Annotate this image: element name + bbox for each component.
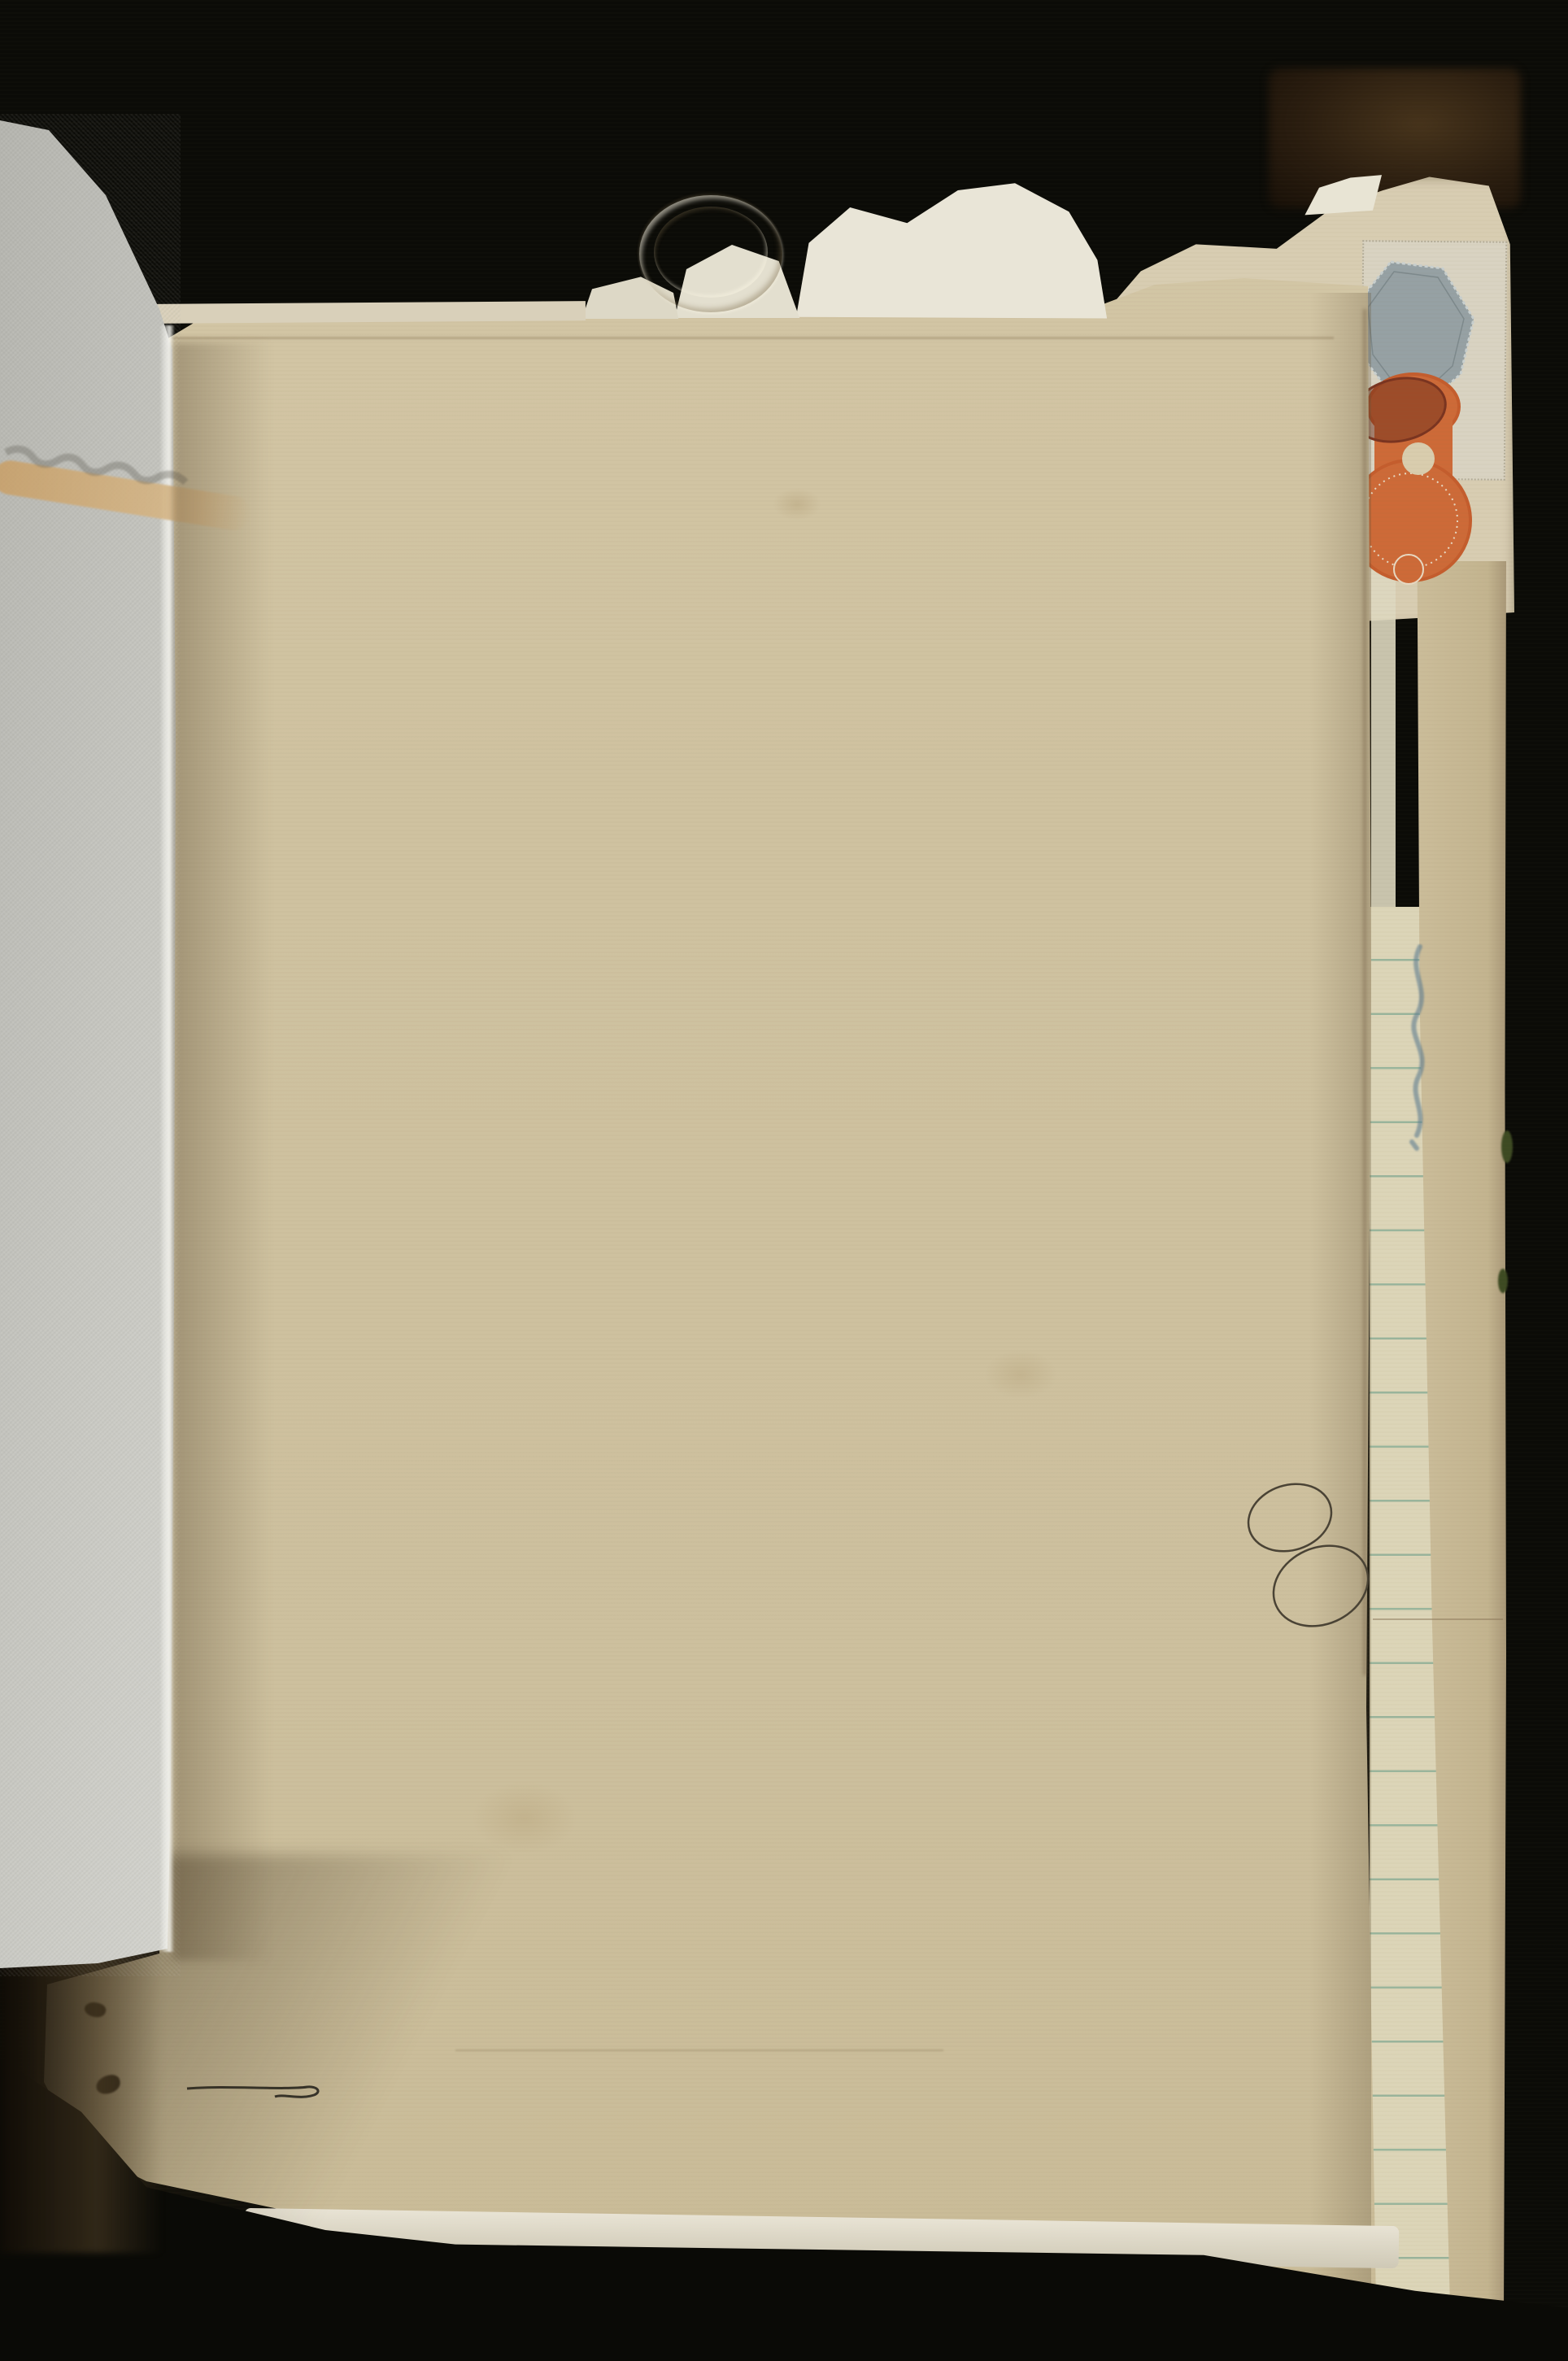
left-dark-edge bbox=[0, 1944, 163, 2253]
crease bbox=[1373, 1618, 1503, 1620]
cloth-cast-shadow bbox=[173, 342, 271, 1960]
embossed-royal-seal bbox=[639, 195, 782, 312]
cloth-edge-highlight bbox=[159, 325, 174, 1952]
page-edge-moss-fleck bbox=[1498, 1269, 1508, 1293]
torn-paper-lip bbox=[155, 301, 586, 324]
linen-cloth-page bbox=[0, 0, 181, 1976]
page-edge-moss-fleck bbox=[1501, 1130, 1513, 1163]
crease bbox=[1363, 309, 1366, 1675]
torn-paper-chunk bbox=[793, 179, 1110, 321]
blue-marginalia bbox=[1396, 943, 1444, 1155]
page-right-shade bbox=[1309, 293, 1371, 2293]
ledger-paper-edge bbox=[1371, 569, 1396, 919]
crease bbox=[171, 337, 1334, 339]
